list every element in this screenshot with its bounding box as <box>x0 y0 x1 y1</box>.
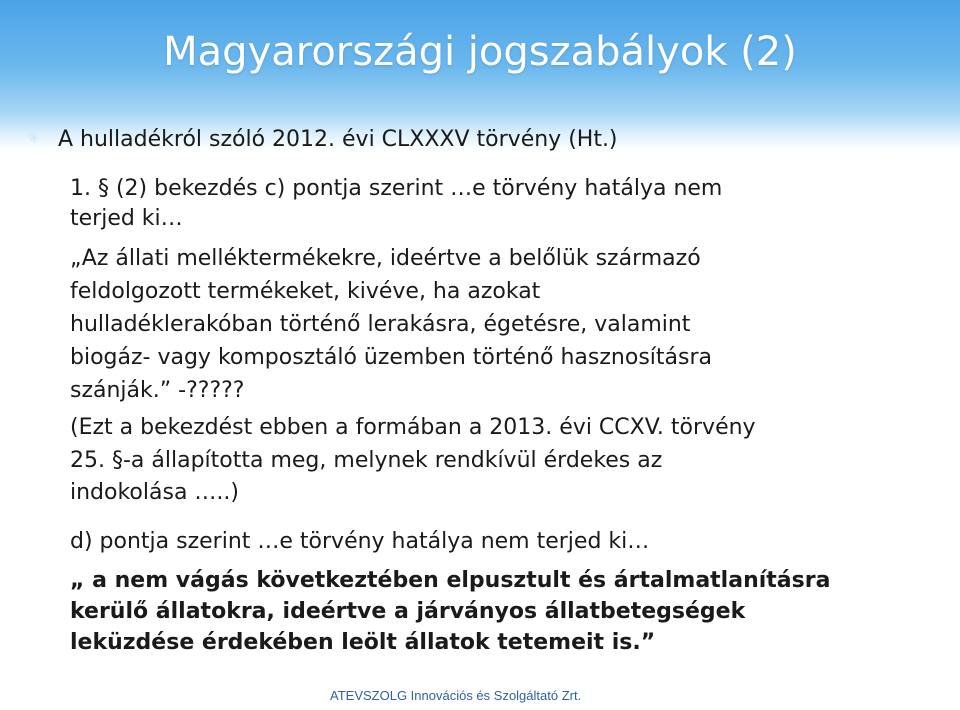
quote-line: szánják.” -????? <box>70 378 245 403</box>
paragraph-line: terjed ki… <box>70 206 183 231</box>
quote-line: feldolgozott termékeket, kivéve, ha azokat <box>70 279 541 304</box>
note-line: indokolása …..) <box>70 480 239 505</box>
quote-line: „Az állati melléktermékekre, ideértve a belőlük származó <box>70 246 701 271</box>
quote-line: hulladéklerakóban történő lerakásra, égetésre, valamint <box>70 312 691 337</box>
quote-line: leküzdése érdekében leölt állatok tetemeit is.” <box>70 630 656 655</box>
quote-line: biogáz- vagy komposztáló üzemben történő hasznosításra <box>70 345 712 370</box>
star-bullet-icon: ✳ <box>28 131 40 147</box>
paragraph-line: d) pontja szerint …e törvény hatálya nem terjed ki… <box>70 529 650 554</box>
footer-text: ATEVSZOLG Innovációs és Szolgáltató Zrt. <box>330 688 582 703</box>
note-line: (Ezt a bekezdést ebben a formában a 2013. évi CCXV. törvény <box>70 415 756 440</box>
bullet-heading: A hulladékról szóló 2012. évi CLXXXV törvény (Ht.) <box>58 127 618 152</box>
note-line: 25. §-a állapította meg, melynek rendkívül érdekes az <box>70 448 663 473</box>
quote-line: „ a nem vágás következtében elpusztult és ártalmatlanításra <box>70 568 831 593</box>
paragraph-line: 1. § (2) bekezdés c) pontja szerint …e törvény hatálya nem <box>70 176 723 201</box>
slide-title: Magyarországi jogszabályok (2) <box>163 29 797 75</box>
quote-line: kerülő állatokra, ideértve a járványos állatbetegségek <box>70 599 746 624</box>
